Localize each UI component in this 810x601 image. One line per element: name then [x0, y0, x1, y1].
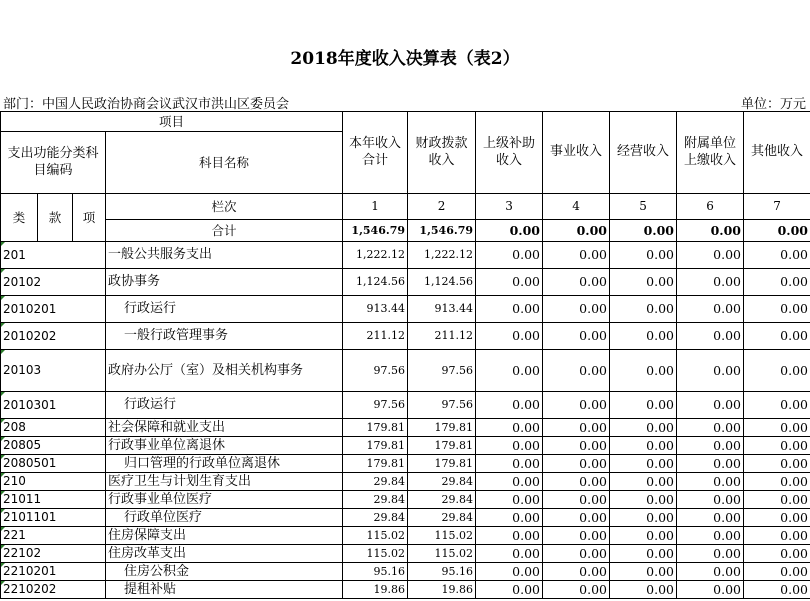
table-row	[1, 545, 810, 563]
row-value-1: 29.84	[343, 473, 408, 491]
row-value-4: 0.00	[543, 473, 610, 491]
unit-label: 单位：万元	[740, 97, 806, 112]
total-value-4: 0.00	[543, 220, 610, 242]
row-value-4: 0.00	[543, 527, 610, 545]
header-col-6: 附属单位上缴收入	[677, 112, 744, 194]
total-value-6: 0.00	[677, 220, 744, 242]
row-value-7: 0.00	[744, 437, 810, 455]
row-subject-name: 政府办公厅（室）及相关机构事务	[106, 350, 343, 392]
row-subject-name: 住房保障支出	[106, 527, 343, 545]
row-code: 2010201	[1, 296, 106, 323]
row-code: 2210201	[1, 563, 106, 581]
header-col-1: 本年收入合计	[343, 112, 408, 194]
row-value-4: 0.00	[543, 437, 610, 455]
column-number-4: 4	[543, 194, 610, 220]
row-value-3: 0.00	[476, 323, 543, 350]
row-value-4: 0.00	[543, 296, 610, 323]
total-value-7: 0.00	[744, 220, 810, 242]
total-value-1: 1,546.79	[343, 220, 408, 242]
row-code: 2080501	[1, 455, 106, 473]
row-value-3: 0.00	[476, 455, 543, 473]
row-value-7: 0.00	[744, 455, 810, 473]
row-value-5: 0.00	[610, 509, 677, 527]
row-value-5: 0.00	[610, 296, 677, 323]
row-value-7: 0.00	[744, 269, 810, 296]
table-row	[1, 269, 810, 296]
table-row	[1, 437, 810, 455]
column-number-1: 1	[343, 194, 408, 220]
table-row	[1, 491, 810, 509]
row-value-6: 0.00	[677, 491, 744, 509]
total-label: 合计	[106, 220, 343, 242]
row-value-3: 0.00	[476, 392, 543, 419]
row-code: 21011	[1, 491, 106, 509]
row-subject-name: 提租补贴	[106, 581, 343, 599]
row-value-6: 0.00	[677, 545, 744, 563]
row-value-4: 0.00	[543, 392, 610, 419]
header-xiang: 项	[73, 194, 106, 242]
row-subject-name: 住房改革支出	[106, 545, 343, 563]
row-value-6: 0.00	[677, 419, 744, 437]
row-value-5: 0.00	[610, 242, 677, 269]
row-value-1: 97.56	[343, 350, 408, 392]
total-row	[1, 220, 810, 242]
row-value-1: 179.81	[343, 419, 408, 437]
header-code-group: 支出功能分类科目编码	[1, 132, 106, 194]
table-row	[1, 323, 810, 350]
row-code: 210	[1, 473, 106, 491]
row-value-5: 0.00	[610, 455, 677, 473]
row-value-6: 0.00	[677, 269, 744, 296]
row-value-4: 0.00	[543, 581, 610, 599]
row-value-3: 0.00	[476, 473, 543, 491]
row-value-3: 0.00	[476, 242, 543, 269]
row-value-7: 0.00	[744, 563, 810, 581]
header-column-no: 栏次	[106, 194, 343, 220]
row-subject-name: 行政事业单位医疗	[106, 491, 343, 509]
row-value-6: 0.00	[677, 455, 744, 473]
column-number-6: 6	[677, 194, 744, 220]
row-value-4: 0.00	[543, 455, 610, 473]
row-code: 2101101	[1, 509, 106, 527]
row-value-7: 0.00	[744, 419, 810, 437]
row-value-2: 115.02	[408, 545, 476, 563]
row-value-7: 0.00	[744, 545, 810, 563]
table-row	[1, 581, 810, 599]
column-number-7: 7	[744, 194, 810, 220]
row-value-5: 0.00	[610, 392, 677, 419]
report-title: 2018年度收入决算表（表2）	[290, 49, 520, 69]
department-label: 部门：中国人民政治协商会议武汉市洪山区委员会	[3, 97, 290, 112]
header-row-item	[1, 112, 810, 132]
row-value-6: 0.00	[677, 350, 744, 392]
row-value-5: 0.00	[610, 527, 677, 545]
row-code: 208	[1, 419, 106, 437]
table-row	[1, 473, 810, 491]
row-subject-name: 医疗卫生与计划生育支出	[106, 473, 343, 491]
row-value-1: 179.81	[343, 437, 408, 455]
row-value-1: 115.02	[343, 527, 408, 545]
row-subject-name: 社会保障和就业支出	[106, 419, 343, 437]
row-value-4: 0.00	[543, 350, 610, 392]
row-value-4: 0.00	[543, 563, 610, 581]
row-value-1: 211.12	[343, 323, 408, 350]
row-value-7: 0.00	[744, 350, 810, 392]
header-kuan: 款	[38, 194, 73, 242]
row-value-6: 0.00	[677, 392, 744, 419]
row-value-2: 97.56	[408, 392, 476, 419]
row-value-3: 0.00	[476, 563, 543, 581]
row-value-7: 0.00	[744, 473, 810, 491]
row-value-4: 0.00	[543, 419, 610, 437]
row-value-2: 29.84	[408, 473, 476, 491]
row-value-7: 0.00	[744, 323, 810, 350]
row-value-1: 115.02	[343, 545, 408, 563]
row-value-1: 913.44	[343, 296, 408, 323]
total-value-5: 0.00	[610, 220, 677, 242]
row-value-2: 29.84	[408, 491, 476, 509]
row-code: 201	[1, 242, 106, 269]
row-value-7: 0.00	[744, 491, 810, 509]
row-value-1: 29.84	[343, 509, 408, 527]
row-value-7: 0.00	[744, 509, 810, 527]
row-value-3: 0.00	[476, 296, 543, 323]
income-table	[0, 111, 810, 599]
row-subject-name: 政协事务	[106, 269, 343, 296]
header-subject-name: 科目名称	[106, 132, 343, 194]
column-number-2: 2	[408, 194, 476, 220]
row-value-3: 0.00	[476, 269, 543, 296]
table-row	[1, 509, 810, 527]
row-value-5: 0.00	[610, 581, 677, 599]
total-value-3: 0.00	[476, 220, 543, 242]
row-value-4: 0.00	[543, 242, 610, 269]
row-value-5: 0.00	[610, 491, 677, 509]
row-value-2: 95.16	[408, 563, 476, 581]
row-value-4: 0.00	[543, 269, 610, 296]
row-value-3: 0.00	[476, 437, 543, 455]
row-value-2: 179.81	[408, 455, 476, 473]
row-value-1: 1,124.56	[343, 269, 408, 296]
row-value-3: 0.00	[476, 581, 543, 599]
row-value-7: 0.00	[744, 527, 810, 545]
header-row-column-no	[1, 194, 810, 220]
table-row	[1, 392, 810, 419]
row-value-6: 0.00	[677, 563, 744, 581]
row-value-2: 1,222.12	[408, 242, 476, 269]
row-value-2: 115.02	[408, 527, 476, 545]
row-value-4: 0.00	[543, 509, 610, 527]
row-value-5: 0.00	[610, 323, 677, 350]
row-value-2: 29.84	[408, 509, 476, 527]
table-row	[1, 296, 810, 323]
row-value-1: 179.81	[343, 455, 408, 473]
table-row	[1, 419, 810, 437]
row-value-7: 0.00	[744, 242, 810, 269]
row-code: 22102	[1, 545, 106, 563]
row-value-4: 0.00	[543, 491, 610, 509]
total-value-2: 1,546.79	[408, 220, 476, 242]
row-value-6: 0.00	[677, 473, 744, 491]
header-lei: 类	[1, 194, 38, 242]
row-value-2: 913.44	[408, 296, 476, 323]
row-value-5: 0.00	[610, 563, 677, 581]
row-value-6: 0.00	[677, 509, 744, 527]
row-value-6: 0.00	[677, 437, 744, 455]
row-value-3: 0.00	[476, 545, 543, 563]
row-value-6: 0.00	[677, 581, 744, 599]
column-number-5: 5	[610, 194, 677, 220]
row-code: 221	[1, 527, 106, 545]
row-value-7: 0.00	[744, 581, 810, 599]
row-subject-name: 住房公积金	[106, 563, 343, 581]
row-subject-name: 行政运行	[106, 392, 343, 419]
row-value-6: 0.00	[677, 323, 744, 350]
row-value-1: 1,222.12	[343, 242, 408, 269]
row-value-3: 0.00	[476, 350, 543, 392]
row-value-1: 19.86	[343, 581, 408, 599]
row-subject-name: 一般公共服务支出	[106, 242, 343, 269]
header-item: 项目	[1, 112, 343, 132]
row-code: 2010202	[1, 323, 106, 350]
row-value-5: 0.00	[610, 350, 677, 392]
table-row	[1, 455, 810, 473]
table-row	[1, 527, 810, 545]
row-subject-name: 行政运行	[106, 296, 343, 323]
row-value-7: 0.00	[744, 296, 810, 323]
row-code: 2010301	[1, 392, 106, 419]
row-value-1: 29.84	[343, 491, 408, 509]
row-value-7: 0.00	[744, 392, 810, 419]
header-col-4: 事业收入	[543, 112, 610, 194]
header-col-5: 经营收入	[610, 112, 677, 194]
row-code: 20805	[1, 437, 106, 455]
table-row	[1, 350, 810, 392]
row-value-4: 0.00	[543, 545, 610, 563]
row-code: 2210202	[1, 581, 106, 599]
row-value-2: 19.86	[408, 581, 476, 599]
row-value-4: 0.00	[543, 323, 610, 350]
header-col-3: 上级补助收入	[476, 112, 543, 194]
row-subject-name: 行政单位医疗	[106, 509, 343, 527]
row-value-5: 0.00	[610, 419, 677, 437]
row-code: 20102	[1, 269, 106, 296]
row-value-6: 0.00	[677, 527, 744, 545]
row-value-2: 97.56	[408, 350, 476, 392]
row-subject-name: 归口管理的行政单位离退休	[106, 455, 343, 473]
header-col-2: 财政拨款收入	[408, 112, 476, 194]
row-code: 20103	[1, 350, 106, 392]
row-value-6: 0.00	[677, 242, 744, 269]
row-value-2: 211.12	[408, 323, 476, 350]
row-value-2: 179.81	[408, 419, 476, 437]
column-number-3: 3	[476, 194, 543, 220]
row-value-3: 0.00	[476, 419, 543, 437]
row-value-5: 0.00	[610, 437, 677, 455]
row-value-2: 1,124.56	[408, 269, 476, 296]
header-col-7: 其他收入	[744, 112, 810, 194]
row-value-5: 0.00	[610, 545, 677, 563]
row-value-2: 179.81	[408, 437, 476, 455]
row-value-3: 0.00	[476, 509, 543, 527]
row-subject-name: 一般行政管理事务	[106, 323, 343, 350]
table-row	[1, 563, 810, 581]
table-row	[1, 242, 810, 269]
row-subject-name: 行政事业单位离退休	[106, 437, 343, 455]
row-value-5: 0.00	[610, 473, 677, 491]
row-value-3: 0.00	[476, 491, 543, 509]
row-value-6: 0.00	[677, 296, 744, 323]
row-value-1: 97.56	[343, 392, 408, 419]
row-value-3: 0.00	[476, 527, 543, 545]
row-value-1: 95.16	[343, 563, 408, 581]
row-value-5: 0.00	[610, 269, 677, 296]
